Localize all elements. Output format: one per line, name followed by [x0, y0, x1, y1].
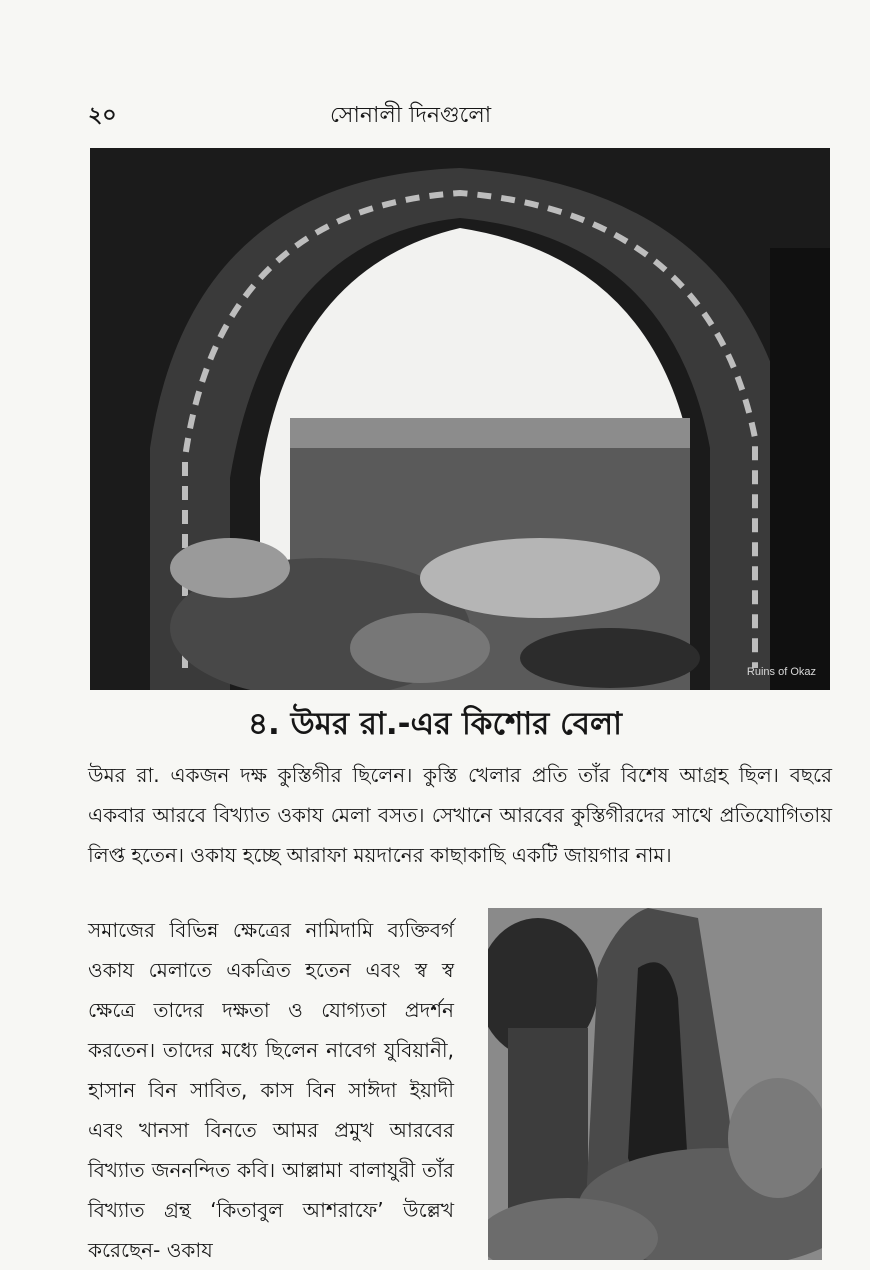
- section-heading: ৪. উমর রা.-এর কিশোর বেলা: [247, 706, 623, 742]
- running-title: সোনালী দিনগুলো: [330, 103, 492, 128]
- ruins-arch-photo: [90, 148, 830, 690]
- photo-caption: Ruins of Okaz: [746, 666, 816, 678]
- body-paragraph: উমর রা. একজন দক্ষ কুস্তিগীর ছিলেন। কুস্তি খেলার প্রতি তাঁর বিশেষ আগ্রহ ছিল। বছরে একবার আরবে বিখ্যাত ওকায মেলা বসত। সেখানে আরবের কুস্তিগীরদের সাথে প্রতিযোগিতায় লিপ্ত হতেন। ওকায হচ্ছে আরাফা ময়দানের কাছাকাছি একটি জায়গার নাম।: [88, 763, 832, 867]
- body-paragraph-wrapped: সমাজের বিভিন্ন ক্ষেত্রের নামিদামি ব্যক্তিবর্গ ওকায মেলাতে একত্রিত হতেন এবং স্ব স্ব ক্ষেত্রে তাদের দক্ষতা ও যোগ্যতা প্রদর্শন করতেন। তাদের মধ্যে ছিলেন নাবেগ যুবিয়ানী, হাসান বিন সাবিত, কাস বিন সাঈদা ইয়াদী এবং খানসা বিনতে আমর প্রমুখ আরবের বিখ্যাত জননন্দিত কবি। আল্লামা বালাযুরী তাঁর বিখ্যাত গ্রন্থ ‘কিতাবুল আশরাফে’ উল্লেখ করেছেন- ওকায: [88, 918, 454, 1262]
- ruins-wall-photo: [488, 908, 822, 1260]
- page-number: ২০: [88, 103, 117, 128]
